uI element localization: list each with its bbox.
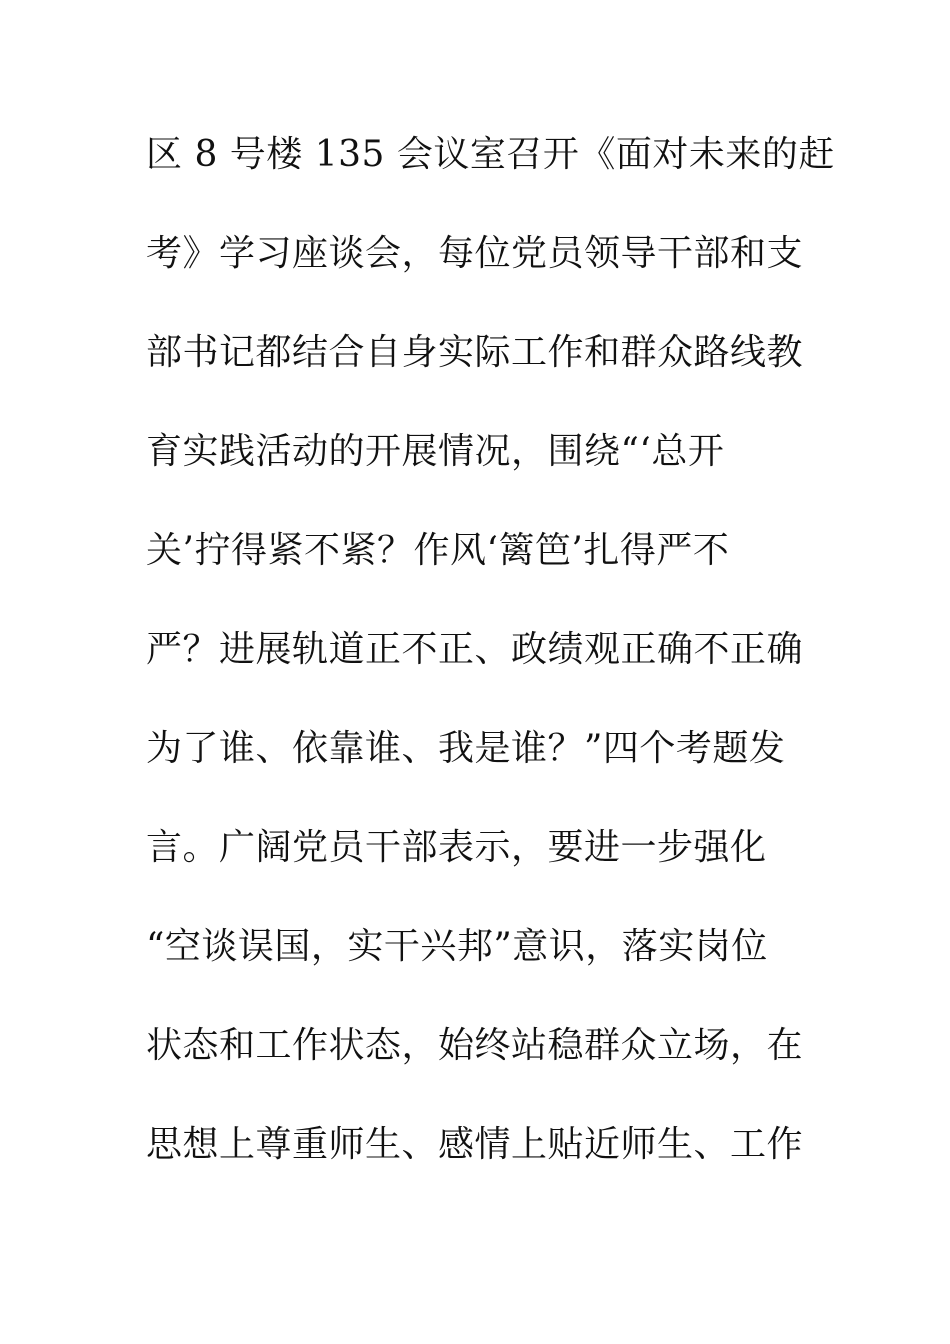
text-line: 为了谁、依靠谁、我是谁？”四个考题发 bbox=[146, 728, 786, 769]
text-line: “空谈误国，实干兴邦”意识，落实岗位 bbox=[146, 926, 768, 967]
text-line: 考》学习座谈会，每位党员领导干部和支 bbox=[146, 233, 804, 274]
text-line: 思想上尊重师生、感情上贴近师生、工作 bbox=[146, 1124, 804, 1165]
text-line: 言。广阔党员干部表示，要进一步强化 bbox=[146, 827, 767, 868]
text-line: 育实践活动的开展情况，围绕“‘总开 bbox=[146, 431, 725, 472]
text-line: 严？进展轨道正不正、政绩观正确不正确 bbox=[146, 629, 804, 670]
text-line: 状态和工作状态，始终站稳群众立场，在 bbox=[146, 1025, 804, 1066]
text-line: 部书记都结合自身实际工作和群众路线教 bbox=[146, 332, 804, 373]
text-line: 关’拧得紧不紧？作风‘篱笆’扎得严不 bbox=[146, 530, 730, 571]
text-line: 区 8 号楼 135 会议室召开《面对未来的赶 bbox=[146, 134, 835, 175]
body-text bbox=[146, 125, 835, 1214]
